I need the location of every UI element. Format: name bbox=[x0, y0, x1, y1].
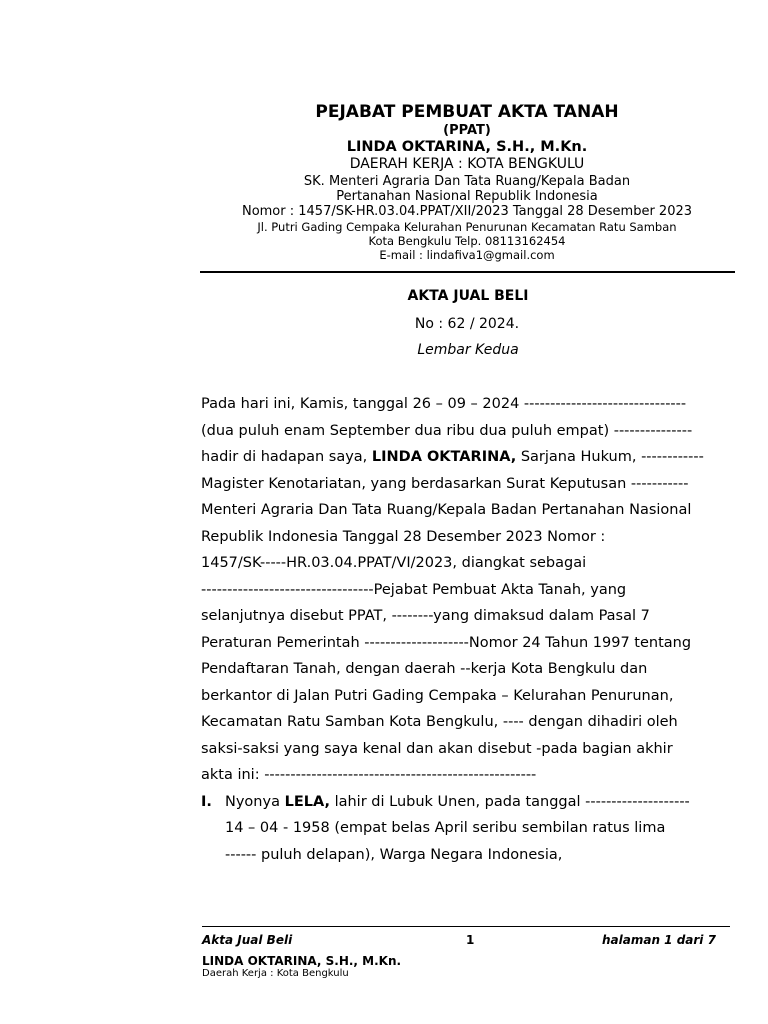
ppat-title: PEJABAT PEMBUAT AKTA TANAH bbox=[315, 102, 619, 122]
sk-line-2: Pertanahan Nasional Republik Indonesia bbox=[336, 189, 598, 204]
body-line: 1457/SK-----HR.03.04.PPAT/VI/2023, diangkat sebagai bbox=[201, 555, 587, 571]
footer-divider bbox=[202, 926, 730, 927]
body-line bbox=[201, 444, 741, 471]
party-item bbox=[201, 789, 741, 869]
footer-ppat-name: LINDA OKTARINA, S.H., M.Kn. bbox=[202, 954, 402, 968]
body-line: Menteri Agraria Dan Tata Ruang/Kepala Badan Pertanahan Nasional bbox=[201, 502, 692, 518]
body-line: Republik Indonesia Tanggal 28 Desember 2023 Nomor : bbox=[201, 528, 606, 545]
deed-number: No : 62 / 2024. bbox=[414, 316, 520, 332]
body-text: lahir di Lubuk Unen, pada tanggal -------------------- bbox=[329, 793, 690, 810]
body-line: berkantor di Jalan Putri Gading Cempaka – Kelurahan Penurunan, bbox=[201, 687, 674, 704]
body-line: Pada hari ini, Kamis, tanggal 26 – 09 – 2024 ------------------------------- bbox=[201, 396, 687, 412]
item-line bbox=[201, 789, 741, 816]
body-line: ---------------------------------Pejabat Pembuat Akta Tanah, yang bbox=[201, 581, 627, 598]
item-numeral: I. bbox=[201, 793, 212, 810]
body-text: hadir di hadapan saya, bbox=[201, 449, 372, 465]
body-line: Peraturan Pemerintah --------------------Nomor 24 Tahun 1997 tentang bbox=[201, 634, 692, 651]
ppat-name: LINDA OKTARINA, S.H., M.Kn. bbox=[346, 139, 588, 155]
sk-number: Nomor : 1457/SK-HR.03.04.PPAT/XII/2023 Tanggal 28 Desember 2023 bbox=[241, 204, 693, 219]
address-line-1: Jl. Putri Gading Cempaka Kelurahan Penurunan Kecamatan Ratu Samban bbox=[257, 220, 677, 234]
footer-page-count: halaman 1 dari 7 bbox=[602, 933, 716, 947]
email-line: E-mail : lindafiva1@gmail.com bbox=[379, 248, 555, 262]
body-text: Sarjana Hukum, ------------ bbox=[516, 449, 704, 465]
body-line: Magister Kenotariatan, yang berdasarkan Surat Keputusan ----------- bbox=[201, 475, 689, 492]
address-line-2: Kota Bengkulu Telp. 08113162454 bbox=[368, 234, 566, 248]
ppat-work-area: DAERAH KERJA : KOTA BENGKULU bbox=[349, 156, 585, 172]
footer-work-area: Daerah Kerja : Kota Bengkulu bbox=[202, 968, 349, 979]
body-line: (dua puluh enam September dua ribu dua puluh empat) --------------- bbox=[201, 422, 693, 439]
deed-title: AKTA JUAL BELI bbox=[407, 288, 529, 304]
ppat-abbreviation: (PPAT) bbox=[443, 123, 491, 138]
body-line: saksi-saksi yang saya kenal dan akan disebut -pada bagian akhir bbox=[201, 740, 673, 757]
deed-sheet: Lembar Kedua bbox=[417, 342, 519, 358]
sk-line-1: SK. Menteri Agraria Dan Tata Ruang/Kepala Badan bbox=[303, 174, 631, 189]
item-line: ------ puluh delapan), Warga Negara Indonesia, bbox=[225, 846, 563, 863]
ppat-name-inline: LINDA OKTARINA, bbox=[371, 449, 517, 465]
party-name: LELA, bbox=[284, 793, 330, 810]
body-line: selanjutnya disebut PPAT, --------yang dimaksud dalam Pasal 7 bbox=[201, 608, 650, 624]
body-line: Pendaftaran Tanah, dengan daerah --kerja Kota Bengkulu dan bbox=[201, 661, 648, 677]
header-divider bbox=[200, 271, 735, 273]
body-line: Kecamatan Ratu Samban Kota Bengkulu, ---- dengan dihadiri oleh bbox=[201, 714, 678, 730]
footer-page-number: 1 bbox=[466, 933, 475, 947]
body-text: Nyonya bbox=[225, 793, 285, 810]
deed-body bbox=[201, 391, 741, 868]
item-line: 14 – 04 - 1958 (empat belas April seribu sembilan ratus lima bbox=[225, 820, 666, 836]
body-line: akta ini: ---------------------------------------------------- bbox=[201, 767, 537, 783]
footer-doc-title: Akta Jual Beli bbox=[202, 933, 293, 947]
